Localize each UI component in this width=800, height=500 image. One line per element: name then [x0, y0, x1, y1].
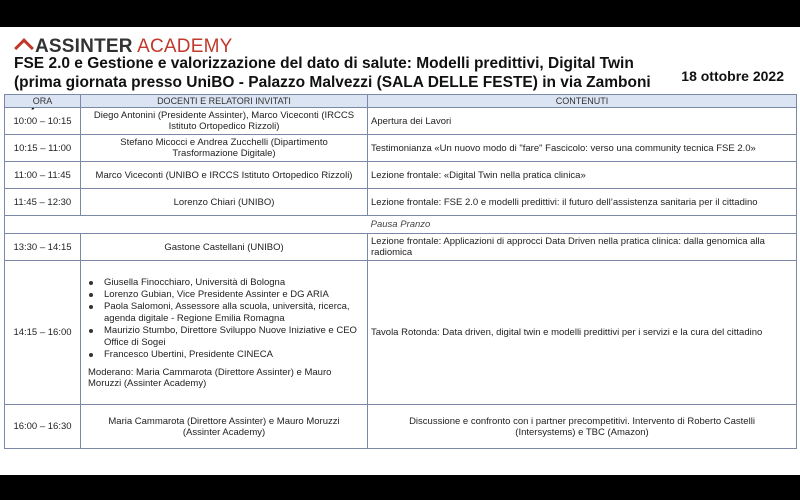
list-item: Francesco Ubertini, Presidente CINECA [88, 349, 364, 361]
row-speakers: Gastone Castellani (UNIBO) [81, 234, 368, 261]
row-time: 11:45 – 12:30 [5, 189, 81, 216]
title-line-1: FSE 2.0 e Gestione e valorizzazione del dato di salute: Modelli predittivi, Digital Twin [14, 55, 634, 72]
table-row [5, 135, 797, 162]
row-time: 13:30 – 14:15 [5, 234, 81, 261]
header-docenti: DOCENTI E RELATORI INVITATI [81, 95, 368, 108]
row-speakers: Diego Antonini (Presidente Assinter), Marco Viceconti (IRCCS Istituto Ortopedico Rizzoli) [81, 108, 368, 135]
row-time: 11:00 – 11:45 [5, 162, 81, 189]
table-row [5, 108, 797, 135]
table-header-row [5, 95, 797, 108]
header-ora: ORA [5, 95, 81, 108]
header-contenuti: CONTENUTI [368, 95, 797, 108]
logo-text: ASSINTER ACADEMY [35, 36, 233, 57]
row-time: 10:15 – 11:00 [5, 135, 81, 162]
row-speakers: Marco Viceconti (UNIBO e IRCCS Istituto Ortopedico Rizzoli) [81, 162, 368, 189]
agenda-table [4, 94, 797, 449]
row-content: Lezione frontale: «Digital Twin nella pratica clinica» [368, 162, 797, 189]
agenda-slide [0, 27, 800, 475]
speaker-list [84, 277, 364, 361]
row-content: Tavola Rotonda: Data driven, digital twin e modelli predittivi per i servizi e la cura del cittadino [368, 261, 797, 405]
event-date: 18 ottobre 2022 [681, 68, 784, 84]
row-speakers: Stefano Micocci e Andrea Zucchelli (Dipartimento Trasformazione Digitale) [81, 135, 368, 162]
table-row [5, 261, 797, 405]
list-item: Giusella Finocchiaro, Università di Bologna [88, 277, 364, 289]
row-time: 10:00 – 10:15 [5, 108, 81, 135]
title-line-2: (prima giornata presso UniBO - Palazzo Malvezzi (SALA DELLE FESTE) in via Zamboni [14, 74, 651, 91]
table-row [5, 405, 797, 449]
row-speakers: Lorenzo Chiari (UNIBO) [81, 189, 368, 216]
row-time: 14:15 – 16:00 [5, 261, 81, 405]
pause-row [5, 216, 797, 234]
row-speakers [81, 261, 368, 405]
row-speakers: Maria Cammarota (Direttore Assinter) e Mauro Moruzzi (Assinter Academy) [81, 405, 368, 449]
table-row [5, 189, 797, 216]
pause-label: Pausa Pranzo [5, 216, 797, 234]
row-content: Lezione frontale: Applicazioni di approcci Data Driven nella pratica clinica: dalla genomica alla radiomica [368, 234, 797, 261]
row-time: 16:00 – 16:30 [5, 405, 81, 449]
table-row [5, 234, 797, 261]
row-content: Discussione e confronto con i partner precompetitivi. Intervento di Roberto Castelli (Intersystems) e TBC (Amazon) [368, 405, 797, 449]
row-content: Lezione frontale: FSE 2.0 e modelli predittivi: il futuro dell’assistenza sanitaria per il cittadino [368, 189, 797, 216]
list-item: Maurizio Stumbo, Direttore Sviluppo Nuove Iniziative e CEO Office di Sogei [88, 325, 364, 349]
moderators: Moderano: Maria Cammarota (Direttore Assinter) e Mauro Moruzzi (Assinter Academy) [88, 366, 332, 389]
table-row [5, 162, 797, 189]
list-item: Lorenzo Gubian, Vice Presidente Assinter e DG ARIA [88, 289, 364, 301]
logo-mark-icon [17, 39, 33, 55]
row-content: Apertura dei Lavori [368, 108, 797, 135]
list-item: Paola Salomoni, Assessore alla scuola, università, ricerca, agenda digitale - Regione Emilia Romagna [88, 301, 364, 325]
row-content: Testimonianza «Un nuovo modo di "fare" Fascicolo: verso una community tecnica FSE 2.0» [368, 135, 797, 162]
